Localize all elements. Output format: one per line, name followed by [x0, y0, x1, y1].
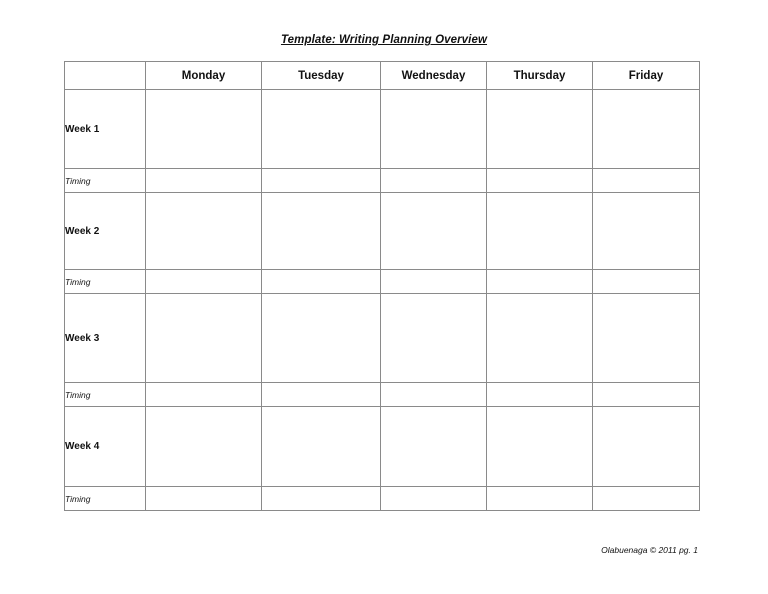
plan-cell[interactable] — [146, 294, 262, 383]
planning-table — [64, 61, 700, 511]
timing-cell[interactable] — [262, 383, 381, 407]
day-header-tuesday: Tuesday — [262, 62, 381, 90]
timing-cell[interactable] — [381, 383, 487, 407]
timing-cell[interactable] — [146, 487, 262, 511]
timing-cell[interactable] — [146, 270, 262, 294]
week-label: Week 4 — [65, 407, 146, 487]
timing-row — [65, 169, 700, 193]
timing-cell[interactable] — [262, 270, 381, 294]
timing-cell[interactable] — [146, 383, 262, 407]
plan-cell[interactable] — [487, 407, 593, 487]
plan-cell[interactable] — [593, 193, 700, 270]
timing-cell[interactable] — [487, 270, 593, 294]
timing-label: Timing — [65, 487, 146, 511]
plan-cell[interactable] — [593, 407, 700, 487]
plan-cell[interactable] — [381, 407, 487, 487]
page-title: Template: Writing Planning Overview — [280, 34, 488, 46]
week-row — [65, 294, 700, 383]
timing-cell[interactable] — [487, 487, 593, 511]
header-row — [65, 62, 700, 90]
timing-cell[interactable] — [262, 169, 381, 193]
week-row — [65, 90, 700, 169]
plan-cell[interactable] — [487, 294, 593, 383]
corner-cell — [65, 62, 146, 90]
timing-cell[interactable] — [593, 487, 700, 511]
plan-cell[interactable] — [593, 90, 700, 169]
plan-cell[interactable] — [262, 407, 381, 487]
plan-cell[interactable] — [487, 90, 593, 169]
plan-cell[interactable] — [146, 407, 262, 487]
week-row — [65, 193, 700, 270]
timing-cell[interactable] — [381, 169, 487, 193]
timing-cell[interactable] — [487, 383, 593, 407]
timing-cell[interactable] — [381, 487, 487, 511]
week-label: Week 3 — [65, 294, 146, 383]
timing-cell[interactable] — [487, 169, 593, 193]
week-row — [65, 407, 700, 487]
week-label: Week 1 — [65, 90, 146, 169]
timing-cell[interactable] — [593, 383, 700, 407]
plan-cell[interactable] — [381, 193, 487, 270]
timing-cell[interactable] — [262, 487, 381, 511]
timing-row — [65, 383, 700, 407]
timing-cell[interactable] — [381, 270, 487, 294]
timing-label: Timing — [65, 169, 146, 193]
day-header-thursday: Thursday — [487, 62, 593, 90]
plan-cell[interactable] — [262, 294, 381, 383]
timing-label: Timing — [65, 270, 146, 294]
timing-row — [65, 487, 700, 511]
day-header-friday: Friday — [593, 62, 700, 90]
plan-cell[interactable] — [593, 294, 700, 383]
plan-cell[interactable] — [381, 90, 487, 169]
plan-cell[interactable] — [146, 193, 262, 270]
plan-cell[interactable] — [262, 90, 381, 169]
timing-row — [65, 270, 700, 294]
timing-label: Timing — [65, 383, 146, 407]
timing-cell[interactable] — [146, 169, 262, 193]
plan-cell[interactable] — [146, 90, 262, 169]
timing-cell[interactable] — [593, 270, 700, 294]
day-header-wednesday: Wednesday — [381, 62, 487, 90]
day-header-monday: Monday — [146, 62, 262, 90]
week-label: Week 2 — [65, 193, 146, 270]
plan-cell[interactable] — [381, 294, 487, 383]
plan-cell[interactable] — [487, 193, 593, 270]
plan-cell[interactable] — [262, 193, 381, 270]
timing-cell[interactable] — [593, 169, 700, 193]
page-footer: Olabuenaga © 2011 pg. 1 — [601, 545, 698, 555]
